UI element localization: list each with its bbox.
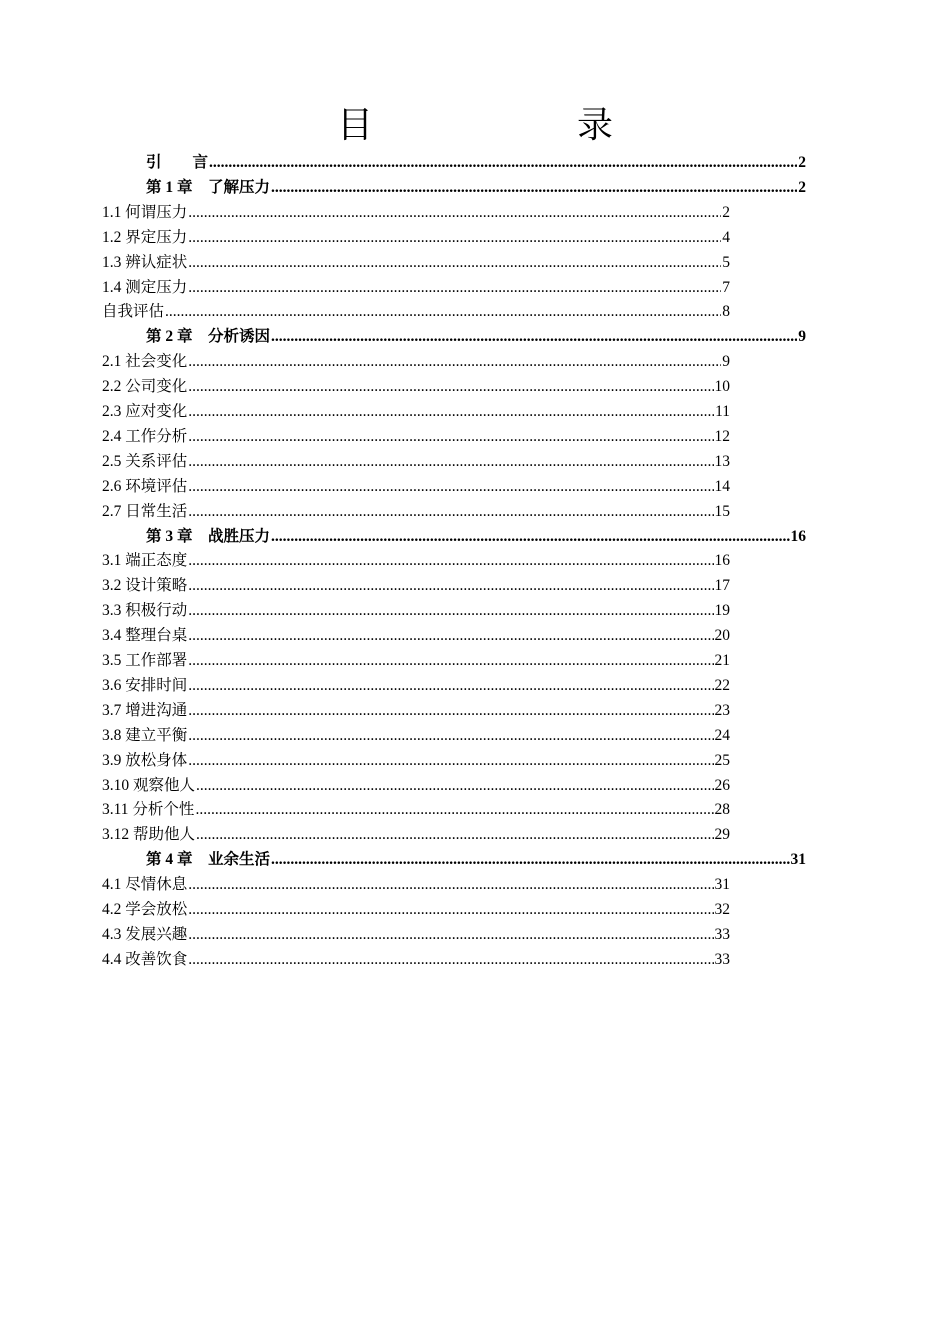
toc-entry-label: 1.2 界定压力 <box>102 228 188 246</box>
toc-entry-page-number: 9 <box>722 353 730 371</box>
dot-leader <box>196 773 713 798</box>
toc-entry-page-number: 2 <box>722 203 730 221</box>
toc-entry-label: 4.1 尽情休息 <box>102 876 188 894</box>
toc-section-entry[interactable] <box>102 548 730 573</box>
dot-leader <box>188 648 713 673</box>
toc-entry-label: 4.3 发展兴趣 <box>102 925 188 943</box>
toc-entry-label: 2.5 关系评估 <box>102 452 188 470</box>
toc-entry-page-number: 16 <box>714 552 730 570</box>
toc-section-entry[interactable] <box>102 797 730 822</box>
dot-leader <box>188 200 721 225</box>
dot-leader <box>188 748 713 773</box>
dot-leader <box>188 922 713 947</box>
toc-entry-page-number: 13 <box>714 452 730 470</box>
dot-leader <box>188 947 713 972</box>
toc-entry-page-number: 12 <box>714 427 730 445</box>
toc-entry-label: 3.12 帮助他人 <box>102 826 196 844</box>
toc-section-entry[interactable] <box>102 374 730 399</box>
toc-entry-label: 2.1 社会变化 <box>102 353 188 371</box>
toc-entry-page-number: 5 <box>722 253 730 271</box>
dot-leader <box>188 598 713 623</box>
dot-leader <box>188 474 713 499</box>
toc-entry-label: 3.4 整理台桌 <box>102 627 188 645</box>
toc-section-entry[interactable] <box>102 349 730 374</box>
toc-entry-page-number: 2 <box>798 154 806 171</box>
toc-entry-label: 3.3 积极行动 <box>102 602 188 620</box>
toc-entry-label: 4.2 学会放松 <box>102 901 188 918</box>
dot-leader <box>188 872 713 897</box>
toc-entry-label: 3.7 增进沟通 <box>102 701 188 719</box>
toc-section-entry[interactable] <box>102 499 730 524</box>
toc-section-entry[interactable] <box>102 922 730 947</box>
toc-entry-page-number: 23 <box>714 701 730 719</box>
toc-entry-label: 2.2 公司变化 <box>102 378 188 396</box>
toc-entry-page-number: 32 <box>714 901 730 918</box>
toc-section-entry[interactable] <box>102 822 730 847</box>
toc-section-entry[interactable] <box>102 449 730 474</box>
toc-entry-page-number: 16 <box>790 527 806 545</box>
toc-entry-page-number: 2 <box>798 178 806 196</box>
toc-entry-label: 3.2 设计策略 <box>102 577 188 595</box>
dot-leader <box>271 524 789 549</box>
toc-section-entry[interactable] <box>102 424 730 449</box>
toc-entry-page-number: 25 <box>714 751 730 769</box>
dot-leader <box>209 150 797 175</box>
dot-leader <box>188 897 713 922</box>
toc-entry-label: 3.5 工作部署 <box>102 652 188 669</box>
toc-entry-label: 引 言 <box>146 154 209 171</box>
toc-section-entry[interactable] <box>102 723 730 748</box>
toc-entry-label: 3.6 安排时间 <box>102 676 188 694</box>
toc-entry-label: 第 4 章 业余生活 <box>146 851 271 869</box>
toc-entry-page-number: 21 <box>714 652 730 669</box>
toc-entry-page-number: 8 <box>722 303 730 321</box>
toc-entry-page-number: 29 <box>714 826 730 844</box>
page-title: 目 录 <box>336 105 657 146</box>
toc-section-entry[interactable] <box>102 623 730 648</box>
toc-entry-label: 3.1 端正态度 <box>102 552 188 570</box>
dot-leader <box>188 449 713 474</box>
dot-leader <box>188 673 713 698</box>
toc-entry-label: 1.4 测定压力 <box>102 278 188 296</box>
toc-entry-label: 4.4 改善饮食 <box>102 950 188 968</box>
toc-entry-page-number: 31 <box>790 851 806 869</box>
toc-section-entry[interactable] <box>102 200 730 225</box>
toc-entry-page-number: 33 <box>714 950 730 968</box>
dot-leader <box>188 225 721 250</box>
toc-section-entry[interactable] <box>102 474 730 499</box>
toc-entry-page-number: 22 <box>714 676 730 694</box>
toc-section-entry[interactable] <box>102 598 730 623</box>
dot-leader <box>188 698 713 723</box>
toc-entry-label: 2.4 工作分析 <box>102 427 188 445</box>
toc-chapter-entry[interactable] <box>146 847 806 872</box>
toc-entry-label: 3.11 分析个性 <box>102 801 195 819</box>
toc-entry-page-number: 15 <box>714 502 730 520</box>
toc-entry-page-number: 9 <box>798 328 806 346</box>
toc-entry-page-number: 31 <box>714 876 730 894</box>
toc-entry-label: 第 2 章 分析诱因 <box>146 328 271 346</box>
dot-leader <box>195 797 713 822</box>
dot-leader <box>271 175 797 200</box>
toc-chapter-entry[interactable] <box>146 524 806 549</box>
toc-section-entry[interactable] <box>102 773 730 798</box>
toc-section-entry[interactable] <box>102 225 730 250</box>
dot-leader <box>188 573 713 598</box>
toc-entry-label: 1.3 辨认症状 <box>102 253 188 271</box>
toc-entry-label: 1.1 何谓压力 <box>102 203 188 221</box>
dot-leader <box>188 424 713 449</box>
dot-leader <box>188 723 713 748</box>
toc-section-entry[interactable] <box>102 573 730 598</box>
toc-section-entry[interactable] <box>102 897 730 922</box>
toc-entry-label: 第 1 章 了解压力 <box>146 178 271 196</box>
toc-entry-page-number: 17 <box>714 577 730 595</box>
toc-entry-page-number: 33 <box>714 925 730 943</box>
dot-leader <box>188 499 713 524</box>
dot-leader <box>188 623 713 648</box>
toc-entry-label: 3.8 建立平衡 <box>102 726 188 744</box>
dot-leader <box>188 349 721 374</box>
dot-leader <box>188 399 714 424</box>
toc-entry-label: 2.7 日常生活 <box>102 502 188 520</box>
dot-leader <box>188 250 721 275</box>
toc-entry-page-number: 26 <box>714 776 730 794</box>
toc-entry-page-number: 19 <box>714 602 730 620</box>
toc-section-entry[interactable] <box>102 399 730 424</box>
toc-chapter-entry[interactable] <box>146 324 806 349</box>
dot-leader <box>188 275 721 300</box>
toc-entry-label: 自我评估 <box>102 303 165 321</box>
toc-section-entry[interactable] <box>102 947 730 972</box>
toc-section-entry[interactable] <box>102 299 730 324</box>
toc-entry-page-number: 10 <box>714 378 730 396</box>
dot-leader <box>188 374 713 399</box>
toc-entry-label: 2.6 环境评估 <box>102 477 188 495</box>
toc-entry-page-number: 20 <box>714 627 730 645</box>
toc-section-entry[interactable] <box>102 698 730 723</box>
toc-section-entry[interactable] <box>102 275 730 300</box>
dot-leader <box>188 548 713 573</box>
dot-leader <box>196 822 713 847</box>
toc-chapter-entry[interactable] <box>146 175 806 200</box>
toc-entry-label: 第 3 章 战胜压力 <box>146 527 271 545</box>
toc-entry-page-number: 11 <box>715 403 730 420</box>
toc-section-entry[interactable] <box>102 872 730 897</box>
toc-section-entry[interactable] <box>102 648 730 673</box>
toc-chapter-entry[interactable] <box>146 150 806 175</box>
toc-entry-label: 3.10 观察他人 <box>102 776 196 794</box>
dot-leader <box>165 299 721 324</box>
toc-entry-label: 3.9 放松身体 <box>102 751 188 769</box>
toc-section-entry[interactable] <box>102 673 730 698</box>
toc-entry-page-number: 28 <box>714 801 730 819</box>
toc-entry-page-number: 24 <box>714 726 730 744</box>
toc-section-entry[interactable] <box>102 250 730 275</box>
toc-entry-page-number: 14 <box>714 477 730 495</box>
toc-entry-page-number: 4 <box>722 228 730 246</box>
toc-entry-label: 2.3 应对变化 <box>102 403 188 420</box>
dot-leader <box>271 847 789 872</box>
toc-entry-page-number: 7 <box>722 278 730 296</box>
toc-section-entry[interactable] <box>102 748 730 773</box>
dot-leader <box>271 324 797 349</box>
